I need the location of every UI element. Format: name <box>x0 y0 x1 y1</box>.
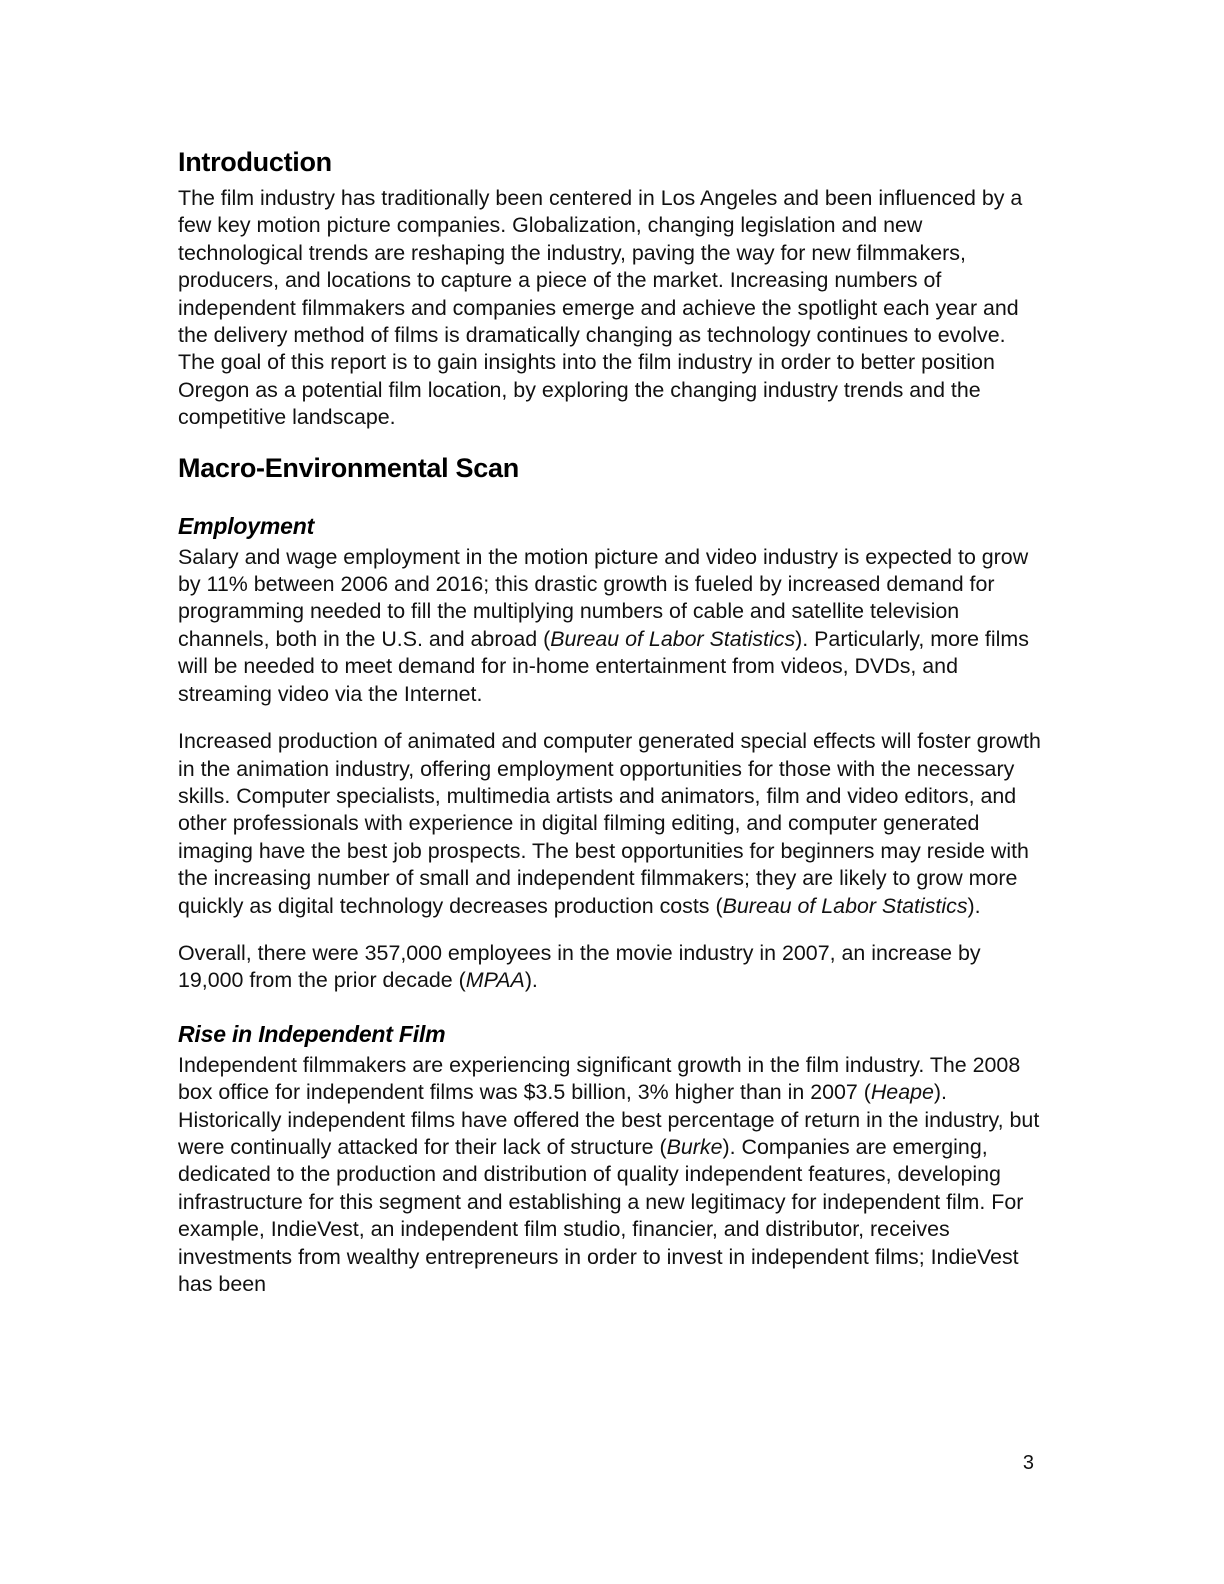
independent-film-paragraph <box>178 1052 1046 1299</box>
employment-paragraph-1 <box>178 544 1046 708</box>
employment-paragraph-3 <box>178 940 1046 995</box>
employment-heading: Employment <box>178 512 315 539</box>
employment-p1-citation: Bureau of Labor Statistics <box>550 626 796 651</box>
independent-p1-citation-1: Heape <box>870 1080 934 1105</box>
employment-p3-text-b: ). <box>524 968 538 993</box>
page-number: 3 <box>1022 1452 1034 1474</box>
document-page <box>178 140 1046 1298</box>
employment-p3-text-a: Overall, there were 357,000 employees in the movie industry in 2007, an increase by 19,000 from the prior decade ( <box>178 940 981 993</box>
employment-p1-text-a: Salary and wage employment in the motion picture and video industry is expected to grow by 11% between 2006 and 2016; this drastic growth is fueled by increased demand for programming needed to fill the multiplying numbers of cable and satellite television channels, both in the U.S. and abroad ( <box>178 544 1029 651</box>
employment-p2-text-b: ). <box>967 893 981 918</box>
employment-paragraph-2 <box>178 728 1046 920</box>
independent-p1-citation-2: Burke <box>666 1134 723 1159</box>
independent-p1-text-a: Independent filmmakers are experiencing significant growth in the film industry. The 2008 box office for independent films was $3.5 billion, 3% higher than in 2007 ( <box>178 1052 1021 1105</box>
employment-p2-citation: Bureau of Labor Statistics <box>722 893 968 918</box>
independent-p1-text-c: ). Companies are emerging, dedicated to the production and distribution of quality independent features, developing infrastructure for this segment and establishing a new legitimacy for independent film. For example, IndieVest, an independent film studio, financier, and distributor, receives investments from wealthy entrepreneurs in order to invest in independent films; IndieVest has been <box>178 1134 1024 1296</box>
introduction-paragraph: The film industry has traditionally been centered in Los Angeles and been influenced by a few key motion picture companies. Globalization, changing legislation and new technological trends are reshaping the industry, paving the way for new filmmakers, producers, and locations to capture a piece of the market. Increasing numbers of independent filmmakers and companies emerge and achieve the spotlight each year and the delivery method of films is dramatically changing as technology continues to evolve. The goal of this report is to gain insights into the film industry in order to better position Oregon as a potential film location, by exploring the changing industry trends and the competitive landscape. <box>178 186 1023 430</box>
employment-p3-citation: MPAA <box>465 968 525 993</box>
introduction-heading: Introduction <box>178 147 332 177</box>
independent-film-heading: Rise in Independent Film <box>178 1020 446 1047</box>
employment-p2-text-a: Increased production of animated and computer generated special effects will foster growth in the animation industry, offering employment opportunities for those with the necessary skills. Computer specialists, multimedia artists and animators, film and video editors, and other professionals with experience in digital filming editing, and computer generated imaging have the best job prospects. The best opportunities for beginners may reside with the increasing number of small and independent filmmakers; they are likely to grow more quickly as digital technology decreases production costs ( <box>178 729 1041 918</box>
macro-environmental-scan-heading: Macro-Environmental Scan <box>178 452 519 483</box>
employment-p1-text-b: ). Particularly, more films will be needed to meet demand for in-home entertainment from videos, DVDs, and streaming video via the Internet. <box>178 626 1029 706</box>
independent-p1-text-b: ). Historically independent films have offered the best percentage of return in the industry, but were continually attacked for their lack of structure ( <box>178 1080 1040 1159</box>
